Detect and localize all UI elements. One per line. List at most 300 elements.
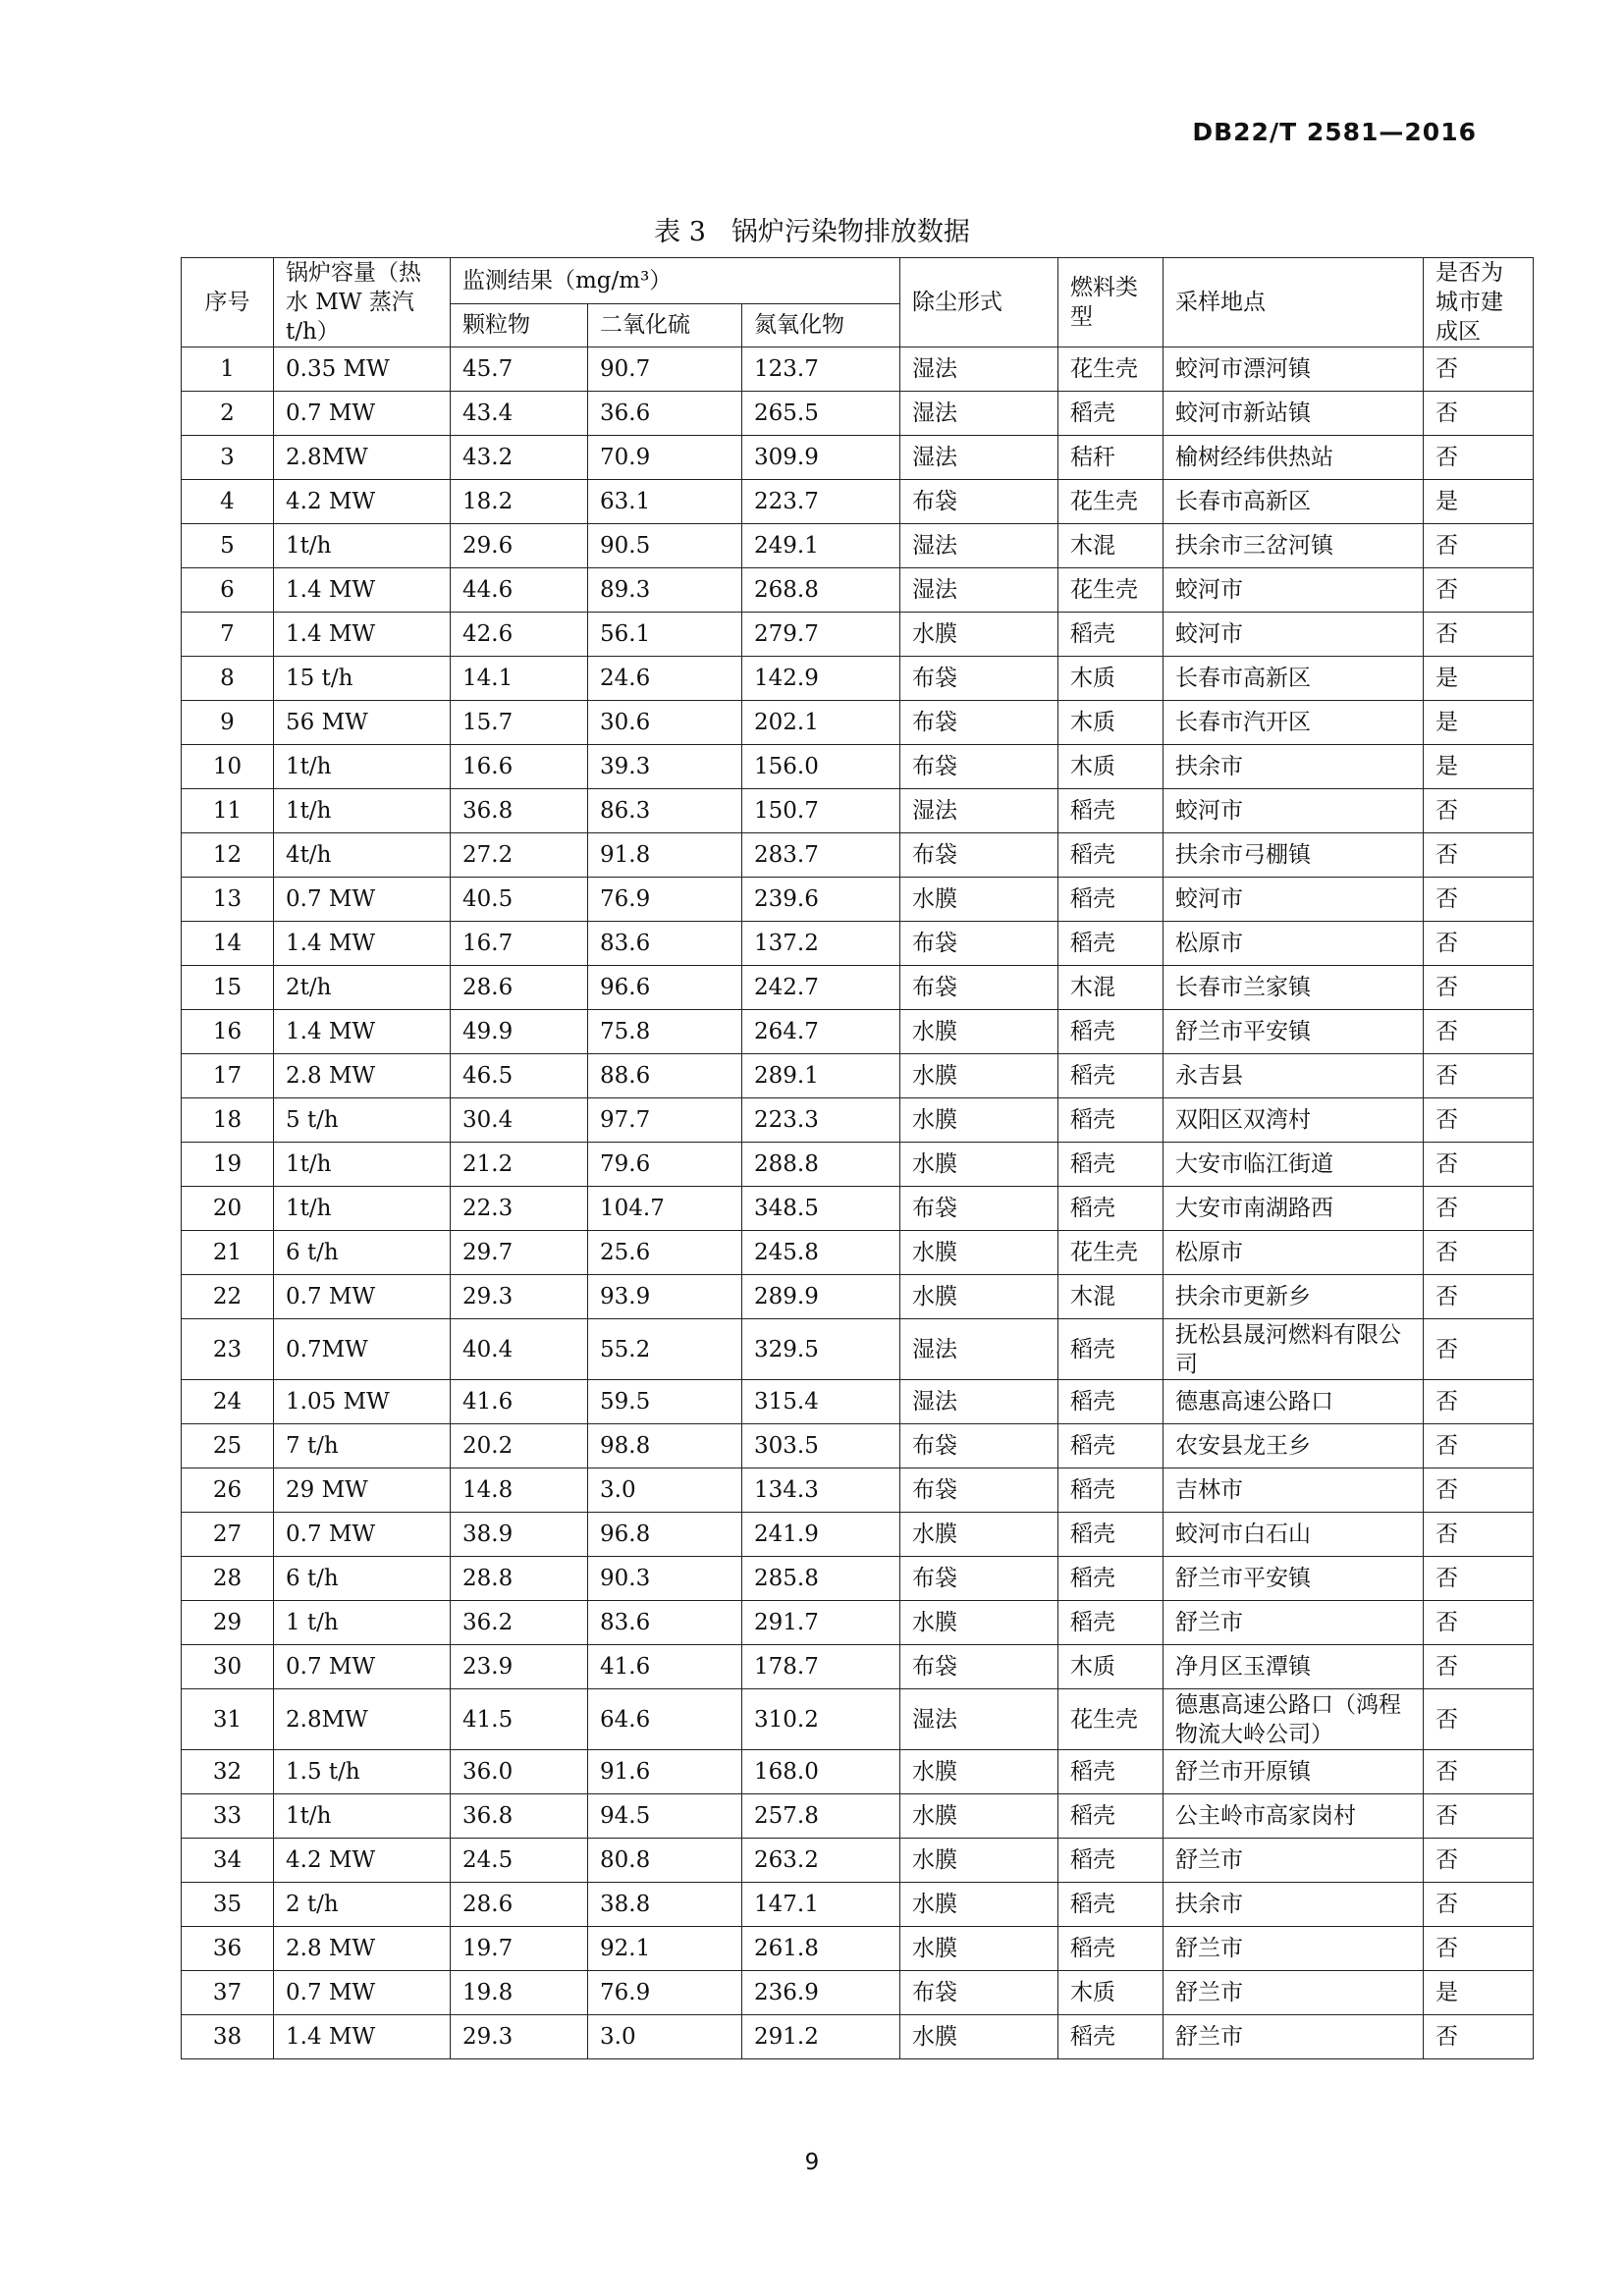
cell-dust-removal: 水膜 <box>900 1275 1058 1319</box>
cell-dust-removal: 湿法 <box>900 1380 1058 1424</box>
cell-nox: 137.2 <box>742 922 900 966</box>
cell-particulate: 24.5 <box>451 1839 588 1883</box>
cell-fuel-type: 木质 <box>1058 1971 1164 2015</box>
cell-particulate: 38.9 <box>451 1513 588 1557</box>
cell-capacity: 0.7 MW <box>274 1275 451 1319</box>
cell-fuel-type: 稻壳 <box>1058 1380 1164 1424</box>
cell-sampling-site: 农安县龙王乡 <box>1164 1424 1424 1468</box>
table-row <box>182 347 1534 392</box>
cell-capacity: 0.35 MW <box>274 347 451 392</box>
cell-sampling-site: 蛟河市新站镇 <box>1164 392 1424 436</box>
cell-capacity: 29 MW <box>274 1468 451 1513</box>
cell-urban-area: 是 <box>1424 1971 1534 2015</box>
cell-nox: 134.3 <box>742 1468 900 1513</box>
cell-particulate: 44.6 <box>451 568 588 613</box>
table-row <box>182 1883 1534 1927</box>
cell-so2: 36.6 <box>588 392 742 436</box>
cell-particulate: 28.8 <box>451 1557 588 1601</box>
cell-capacity: 0.7 MW <box>274 392 451 436</box>
cell-sampling-site: 抚松县晟河燃料有限公司 <box>1164 1319 1424 1380</box>
cell-seq: 36 <box>182 1927 274 1971</box>
cell-nox: 156.0 <box>742 745 900 789</box>
cell-urban-area: 否 <box>1424 878 1534 922</box>
cell-seq: 31 <box>182 1689 274 1750</box>
cell-particulate: 43.4 <box>451 392 588 436</box>
table-row <box>182 1513 1534 1557</box>
cell-urban-area: 否 <box>1424 1883 1534 1927</box>
cell-sampling-site: 长春市兰家镇 <box>1164 966 1424 1010</box>
cell-sampling-site: 舒兰市 <box>1164 1971 1424 2015</box>
table-row <box>182 1054 1534 1098</box>
cell-so2: 70.9 <box>588 436 742 480</box>
cell-so2: 83.6 <box>588 922 742 966</box>
cell-urban-area: 否 <box>1424 1380 1534 1424</box>
cell-fuel-type: 花生壳 <box>1058 1689 1164 1750</box>
cell-sampling-site: 蛟河市 <box>1164 789 1424 833</box>
cell-seq: 16 <box>182 1010 274 1054</box>
cell-so2: 3.0 <box>588 1468 742 1513</box>
cell-seq: 1 <box>182 347 274 392</box>
cell-fuel-type: 稻壳 <box>1058 1143 1164 1187</box>
cell-capacity: 1t/h <box>274 745 451 789</box>
header-particulate: 颗粒物 <box>451 303 588 347</box>
cell-fuel-type: 稻壳 <box>1058 1054 1164 1098</box>
cell-particulate: 29.3 <box>451 2015 588 2059</box>
cell-seq: 37 <box>182 1971 274 2015</box>
cell-fuel-type: 稻壳 <box>1058 1098 1164 1143</box>
cell-seq: 20 <box>182 1187 274 1231</box>
cell-sampling-site: 大安市南湖路西 <box>1164 1187 1424 1231</box>
cell-so2: 91.6 <box>588 1750 742 1794</box>
cell-sampling-site: 德惠高速公路口（鸿程物流大岭公司） <box>1164 1689 1424 1750</box>
table-row <box>182 701 1534 745</box>
table-row <box>182 878 1534 922</box>
header-monitoring: 监测结果（mg/m³） <box>451 258 900 304</box>
cell-so2: 90.5 <box>588 524 742 568</box>
cell-so2: 92.1 <box>588 1927 742 1971</box>
document-code: DB22/T 2581—2016 <box>1192 118 1477 146</box>
cell-urban-area: 否 <box>1424 1601 1534 1645</box>
cell-fuel-type: 花生壳 <box>1058 347 1164 392</box>
cell-seq: 32 <box>182 1750 274 1794</box>
table-row <box>182 657 1534 701</box>
cell-particulate: 20.2 <box>451 1424 588 1468</box>
cell-so2: 80.8 <box>588 1839 742 1883</box>
cell-particulate: 36.8 <box>451 1794 588 1839</box>
cell-fuel-type: 木混 <box>1058 1275 1164 1319</box>
cell-sampling-site: 舒兰市 <box>1164 1839 1424 1883</box>
cell-dust-removal: 水膜 <box>900 1231 1058 1275</box>
cell-dust-removal: 布袋 <box>900 701 1058 745</box>
cell-sampling-site: 大安市临江街道 <box>1164 1143 1424 1187</box>
header-urban-area: 是否为城市建成区 <box>1424 258 1534 347</box>
cell-seq: 15 <box>182 966 274 1010</box>
cell-urban-area: 否 <box>1424 524 1534 568</box>
table-row <box>182 524 1534 568</box>
header-nox: 氮氧化物 <box>742 303 900 347</box>
header-so2: 二氧化硫 <box>588 303 742 347</box>
cell-nox: 285.8 <box>742 1557 900 1601</box>
cell-particulate: 40.5 <box>451 878 588 922</box>
cell-seq: 24 <box>182 1380 274 1424</box>
table-row <box>182 1839 1534 1883</box>
cell-capacity: 1t/h <box>274 789 451 833</box>
cell-dust-removal: 湿法 <box>900 568 1058 613</box>
cell-nox: 315.4 <box>742 1380 900 1424</box>
cell-particulate: 18.2 <box>451 480 588 524</box>
table-row <box>182 1380 1534 1424</box>
cell-fuel-type: 木混 <box>1058 524 1164 568</box>
cell-so2: 75.8 <box>588 1010 742 1054</box>
cell-so2: 24.6 <box>588 657 742 701</box>
cell-seq: 18 <box>182 1098 274 1143</box>
cell-sampling-site: 扶余市 <box>1164 745 1424 789</box>
cell-urban-area: 否 <box>1424 1010 1534 1054</box>
header-fuel-type: 燃料类型 <box>1058 258 1164 347</box>
cell-dust-removal: 水膜 <box>900 878 1058 922</box>
table-row <box>182 966 1534 1010</box>
table-row <box>182 613 1534 657</box>
cell-dust-removal: 布袋 <box>900 1557 1058 1601</box>
cell-urban-area: 是 <box>1424 657 1534 701</box>
cell-dust-removal: 水膜 <box>900 1098 1058 1143</box>
cell-dust-removal: 湿法 <box>900 1319 1058 1380</box>
cell-sampling-site: 舒兰市 <box>1164 2015 1424 2059</box>
cell-so2: 76.9 <box>588 1971 742 2015</box>
cell-capacity: 4.2 MW <box>274 480 451 524</box>
table-row <box>182 1971 1534 2015</box>
cell-seq: 12 <box>182 833 274 878</box>
table-body <box>182 347 1534 2059</box>
cell-nox: 239.6 <box>742 878 900 922</box>
cell-dust-removal: 水膜 <box>900 1839 1058 1883</box>
cell-seq: 23 <box>182 1319 274 1380</box>
cell-capacity: 0.7 MW <box>274 1971 451 2015</box>
cell-capacity: 1.4 MW <box>274 2015 451 2059</box>
cell-particulate: 22.3 <box>451 1187 588 1231</box>
cell-urban-area: 否 <box>1424 922 1534 966</box>
cell-capacity: 1.4 MW <box>274 613 451 657</box>
cell-nox: 168.0 <box>742 1750 900 1794</box>
cell-capacity: 0.7 MW <box>274 1513 451 1557</box>
cell-nox: 268.8 <box>742 568 900 613</box>
cell-urban-area: 否 <box>1424 613 1534 657</box>
cell-capacity: 1t/h <box>274 1187 451 1231</box>
cell-particulate: 27.2 <box>451 833 588 878</box>
cell-so2: 25.6 <box>588 1231 742 1275</box>
cell-capacity: 2.8 MW <box>274 1927 451 1971</box>
cell-sampling-site: 扶余市更新乡 <box>1164 1275 1424 1319</box>
cell-fuel-type: 稻壳 <box>1058 1839 1164 1883</box>
table-row <box>182 1927 1534 1971</box>
cell-dust-removal: 布袋 <box>900 1468 1058 1513</box>
cell-so2: 91.8 <box>588 833 742 878</box>
cell-fuel-type: 木质 <box>1058 1645 1164 1689</box>
cell-dust-removal: 湿法 <box>900 392 1058 436</box>
cell-dust-removal: 水膜 <box>900 1054 1058 1098</box>
cell-sampling-site: 舒兰市开原镇 <box>1164 1750 1424 1794</box>
cell-fuel-type: 稻壳 <box>1058 1601 1164 1645</box>
cell-seq: 2 <box>182 392 274 436</box>
cell-seq: 6 <box>182 568 274 613</box>
cell-particulate: 15.7 <box>451 701 588 745</box>
cell-nox: 236.9 <box>742 1971 900 2015</box>
cell-so2: 96.6 <box>588 966 742 1010</box>
cell-capacity: 2.8 MW <box>274 1054 451 1098</box>
table-row <box>182 789 1534 833</box>
cell-dust-removal: 水膜 <box>900 1794 1058 1839</box>
cell-seq: 8 <box>182 657 274 701</box>
cell-dust-removal: 布袋 <box>900 745 1058 789</box>
cell-so2: 38.8 <box>588 1883 742 1927</box>
cell-capacity: 0.7 MW <box>274 878 451 922</box>
cell-nox: 245.8 <box>742 1231 900 1275</box>
cell-seq: 26 <box>182 1468 274 1513</box>
cell-fuel-type: 稻壳 <box>1058 833 1164 878</box>
cell-seq: 11 <box>182 789 274 833</box>
table-row <box>182 392 1534 436</box>
cell-sampling-site: 蛟河市 <box>1164 878 1424 922</box>
cell-nox: 249.1 <box>742 524 900 568</box>
cell-urban-area: 否 <box>1424 1839 1534 1883</box>
cell-particulate: 29.3 <box>451 1275 588 1319</box>
cell-so2: 90.3 <box>588 1557 742 1601</box>
cell-particulate: 36.2 <box>451 1601 588 1645</box>
cell-fuel-type: 木质 <box>1058 657 1164 701</box>
emissions-table <box>181 257 1534 2059</box>
cell-urban-area: 是 <box>1424 701 1534 745</box>
cell-sampling-site: 蛟河市 <box>1164 568 1424 613</box>
cell-fuel-type: 稻壳 <box>1058 789 1164 833</box>
cell-fuel-type: 花生壳 <box>1058 480 1164 524</box>
cell-dust-removal: 布袋 <box>900 480 1058 524</box>
cell-particulate: 30.4 <box>451 1098 588 1143</box>
cell-so2: 90.7 <box>588 347 742 392</box>
cell-urban-area: 否 <box>1424 1424 1534 1468</box>
cell-dust-removal: 水膜 <box>900 1883 1058 1927</box>
table-caption <box>0 210 1624 248</box>
cell-urban-area: 是 <box>1424 745 1534 789</box>
cell-fuel-type: 花生壳 <box>1058 568 1164 613</box>
cell-sampling-site: 永吉县 <box>1164 1054 1424 1098</box>
table-caption-number: 表 3 <box>654 217 706 247</box>
cell-capacity: 2 t/h <box>274 1883 451 1927</box>
table-row <box>182 2015 1534 2059</box>
cell-so2: 59.5 <box>588 1380 742 1424</box>
cell-nox: 264.7 <box>742 1010 900 1054</box>
cell-so2: 97.7 <box>588 1098 742 1143</box>
cell-particulate: 21.2 <box>451 1143 588 1187</box>
cell-particulate: 36.0 <box>451 1750 588 1794</box>
cell-fuel-type: 稻壳 <box>1058 1750 1164 1794</box>
cell-capacity: 1.5 t/h <box>274 1750 451 1794</box>
cell-nox: 265.5 <box>742 392 900 436</box>
table-row <box>182 1010 1534 1054</box>
cell-fuel-type: 木混 <box>1058 966 1164 1010</box>
cell-nox: 223.3 <box>742 1098 900 1143</box>
cell-urban-area: 否 <box>1424 1794 1534 1839</box>
cell-particulate: 43.2 <box>451 436 588 480</box>
cell-capacity: 1.05 MW <box>274 1380 451 1424</box>
cell-capacity: 4t/h <box>274 833 451 878</box>
cell-fuel-type: 稻壳 <box>1058 1319 1164 1380</box>
cell-particulate: 16.6 <box>451 745 588 789</box>
cell-capacity: 1 t/h <box>274 1601 451 1645</box>
cell-nox: 310.2 <box>742 1689 900 1750</box>
cell-fuel-type: 稻壳 <box>1058 922 1164 966</box>
cell-nox: 223.7 <box>742 480 900 524</box>
cell-fuel-type: 稻壳 <box>1058 1794 1164 1839</box>
cell-particulate: 46.5 <box>451 1054 588 1098</box>
cell-fuel-type: 花生壳 <box>1058 1231 1164 1275</box>
cell-nox: 283.7 <box>742 833 900 878</box>
cell-particulate: 14.8 <box>451 1468 588 1513</box>
cell-particulate: 23.9 <box>451 1645 588 1689</box>
cell-nox: 150.7 <box>742 789 900 833</box>
cell-dust-removal: 水膜 <box>900 1601 1058 1645</box>
cell-dust-removal: 湿法 <box>900 436 1058 480</box>
cell-fuel-type: 木质 <box>1058 701 1164 745</box>
cell-urban-area: 否 <box>1424 1513 1534 1557</box>
cell-particulate: 29.6 <box>451 524 588 568</box>
cell-particulate: 40.4 <box>451 1319 588 1380</box>
cell-capacity: 5 t/h <box>274 1098 451 1143</box>
cell-urban-area: 否 <box>1424 436 1534 480</box>
cell-urban-area: 否 <box>1424 789 1534 833</box>
cell-nox: 142.9 <box>742 657 900 701</box>
cell-sampling-site: 扶余市 <box>1164 1883 1424 1927</box>
cell-dust-removal: 水膜 <box>900 1513 1058 1557</box>
cell-fuel-type: 稻壳 <box>1058 1883 1164 1927</box>
cell-urban-area: 否 <box>1424 1231 1534 1275</box>
cell-urban-area: 否 <box>1424 1275 1534 1319</box>
cell-urban-area: 是 <box>1424 480 1534 524</box>
cell-urban-area: 否 <box>1424 1468 1534 1513</box>
table-row <box>182 1750 1534 1794</box>
cell-fuel-type: 稻壳 <box>1058 2015 1164 2059</box>
cell-so2: 30.6 <box>588 701 742 745</box>
cell-seq: 5 <box>182 524 274 568</box>
cell-nox: 242.7 <box>742 966 900 1010</box>
cell-urban-area: 否 <box>1424 1319 1534 1380</box>
header-capacity: 锅炉容量（热水 MW 蒸汽 t/h） <box>274 258 451 347</box>
cell-capacity: 2.8MW <box>274 436 451 480</box>
table-row <box>182 1557 1534 1601</box>
cell-urban-area: 否 <box>1424 1557 1534 1601</box>
cell-particulate: 29.7 <box>451 1231 588 1275</box>
cell-fuel-type: 稻壳 <box>1058 1927 1164 1971</box>
cell-so2: 76.9 <box>588 878 742 922</box>
cell-sampling-site: 德惠高速公路口 <box>1164 1380 1424 1424</box>
cell-seq: 4 <box>182 480 274 524</box>
cell-particulate: 45.7 <box>451 347 588 392</box>
cell-seq: 14 <box>182 922 274 966</box>
cell-sampling-site: 蛟河市漂河镇 <box>1164 347 1424 392</box>
cell-dust-removal: 水膜 <box>900 2015 1058 2059</box>
cell-seq: 30 <box>182 1645 274 1689</box>
cell-particulate: 28.6 <box>451 1883 588 1927</box>
cell-sampling-site: 舒兰市平安镇 <box>1164 1557 1424 1601</box>
header-dust-removal: 除尘形式 <box>900 258 1058 347</box>
cell-fuel-type: 稻壳 <box>1058 1187 1164 1231</box>
table-row <box>182 1098 1534 1143</box>
cell-fuel-type: 稻壳 <box>1058 1557 1164 1601</box>
cell-sampling-site: 松原市 <box>1164 1231 1424 1275</box>
cell-so2: 79.6 <box>588 1143 742 1187</box>
table-row <box>182 1689 1534 1750</box>
cell-nox: 178.7 <box>742 1645 900 1689</box>
cell-dust-removal: 布袋 <box>900 1645 1058 1689</box>
cell-so2: 56.1 <box>588 613 742 657</box>
cell-sampling-site: 长春市高新区 <box>1164 480 1424 524</box>
cell-seq: 35 <box>182 1883 274 1927</box>
cell-dust-removal: 布袋 <box>900 966 1058 1010</box>
cell-sampling-site: 扶余市三岔河镇 <box>1164 524 1424 568</box>
cell-dust-removal: 水膜 <box>900 1010 1058 1054</box>
cell-dust-removal: 布袋 <box>900 657 1058 701</box>
cell-fuel-type: 稻壳 <box>1058 1010 1164 1054</box>
table-row <box>182 1794 1534 1839</box>
cell-nox: 123.7 <box>742 347 900 392</box>
cell-dust-removal: 水膜 <box>900 613 1058 657</box>
header-seq: 序号 <box>182 258 274 347</box>
cell-dust-removal: 布袋 <box>900 1424 1058 1468</box>
cell-sampling-site: 扶余市弓棚镇 <box>1164 833 1424 878</box>
table-row <box>182 1319 1534 1380</box>
table-row <box>182 1645 1534 1689</box>
cell-sampling-site: 吉林市 <box>1164 1468 1424 1513</box>
cell-sampling-site: 双阳区双湾村 <box>1164 1098 1424 1143</box>
cell-urban-area: 否 <box>1424 1750 1534 1794</box>
cell-so2: 86.3 <box>588 789 742 833</box>
table-caption-title: 锅炉污染物排放数据 <box>731 217 970 247</box>
cell-urban-area: 否 <box>1424 392 1534 436</box>
cell-dust-removal: 湿法 <box>900 1689 1058 1750</box>
cell-capacity: 1t/h <box>274 1143 451 1187</box>
cell-seq: 19 <box>182 1143 274 1187</box>
cell-nox: 263.2 <box>742 1839 900 1883</box>
page-number: 9 <box>804 2150 820 2175</box>
cell-particulate: 19.7 <box>451 1927 588 1971</box>
cell-dust-removal: 水膜 <box>900 1750 1058 1794</box>
cell-particulate: 42.6 <box>451 613 588 657</box>
cell-particulate: 41.6 <box>451 1380 588 1424</box>
cell-urban-area: 否 <box>1424 966 1534 1010</box>
table-row <box>182 1424 1534 1468</box>
cell-particulate: 19.8 <box>451 1971 588 2015</box>
cell-fuel-type: 秸秆 <box>1058 436 1164 480</box>
cell-capacity: 0.7MW <box>274 1319 451 1380</box>
cell-nox: 279.7 <box>742 613 900 657</box>
cell-particulate: 14.1 <box>451 657 588 701</box>
cell-urban-area: 否 <box>1424 2015 1534 2059</box>
cell-seq: 9 <box>182 701 274 745</box>
cell-so2: 3.0 <box>588 2015 742 2059</box>
cell-nox: 291.7 <box>742 1601 900 1645</box>
cell-seq: 10 <box>182 745 274 789</box>
cell-capacity: 15 t/h <box>274 657 451 701</box>
cell-nox: 289.1 <box>742 1054 900 1098</box>
cell-capacity: 7 t/h <box>274 1424 451 1468</box>
cell-so2: 104.7 <box>588 1187 742 1231</box>
table-row <box>182 922 1534 966</box>
cell-particulate: 16.7 <box>451 922 588 966</box>
cell-so2: 83.6 <box>588 1601 742 1645</box>
cell-so2: 55.2 <box>588 1319 742 1380</box>
table-row <box>182 568 1534 613</box>
cell-particulate: 49.9 <box>451 1010 588 1054</box>
cell-urban-area: 否 <box>1424 1143 1534 1187</box>
